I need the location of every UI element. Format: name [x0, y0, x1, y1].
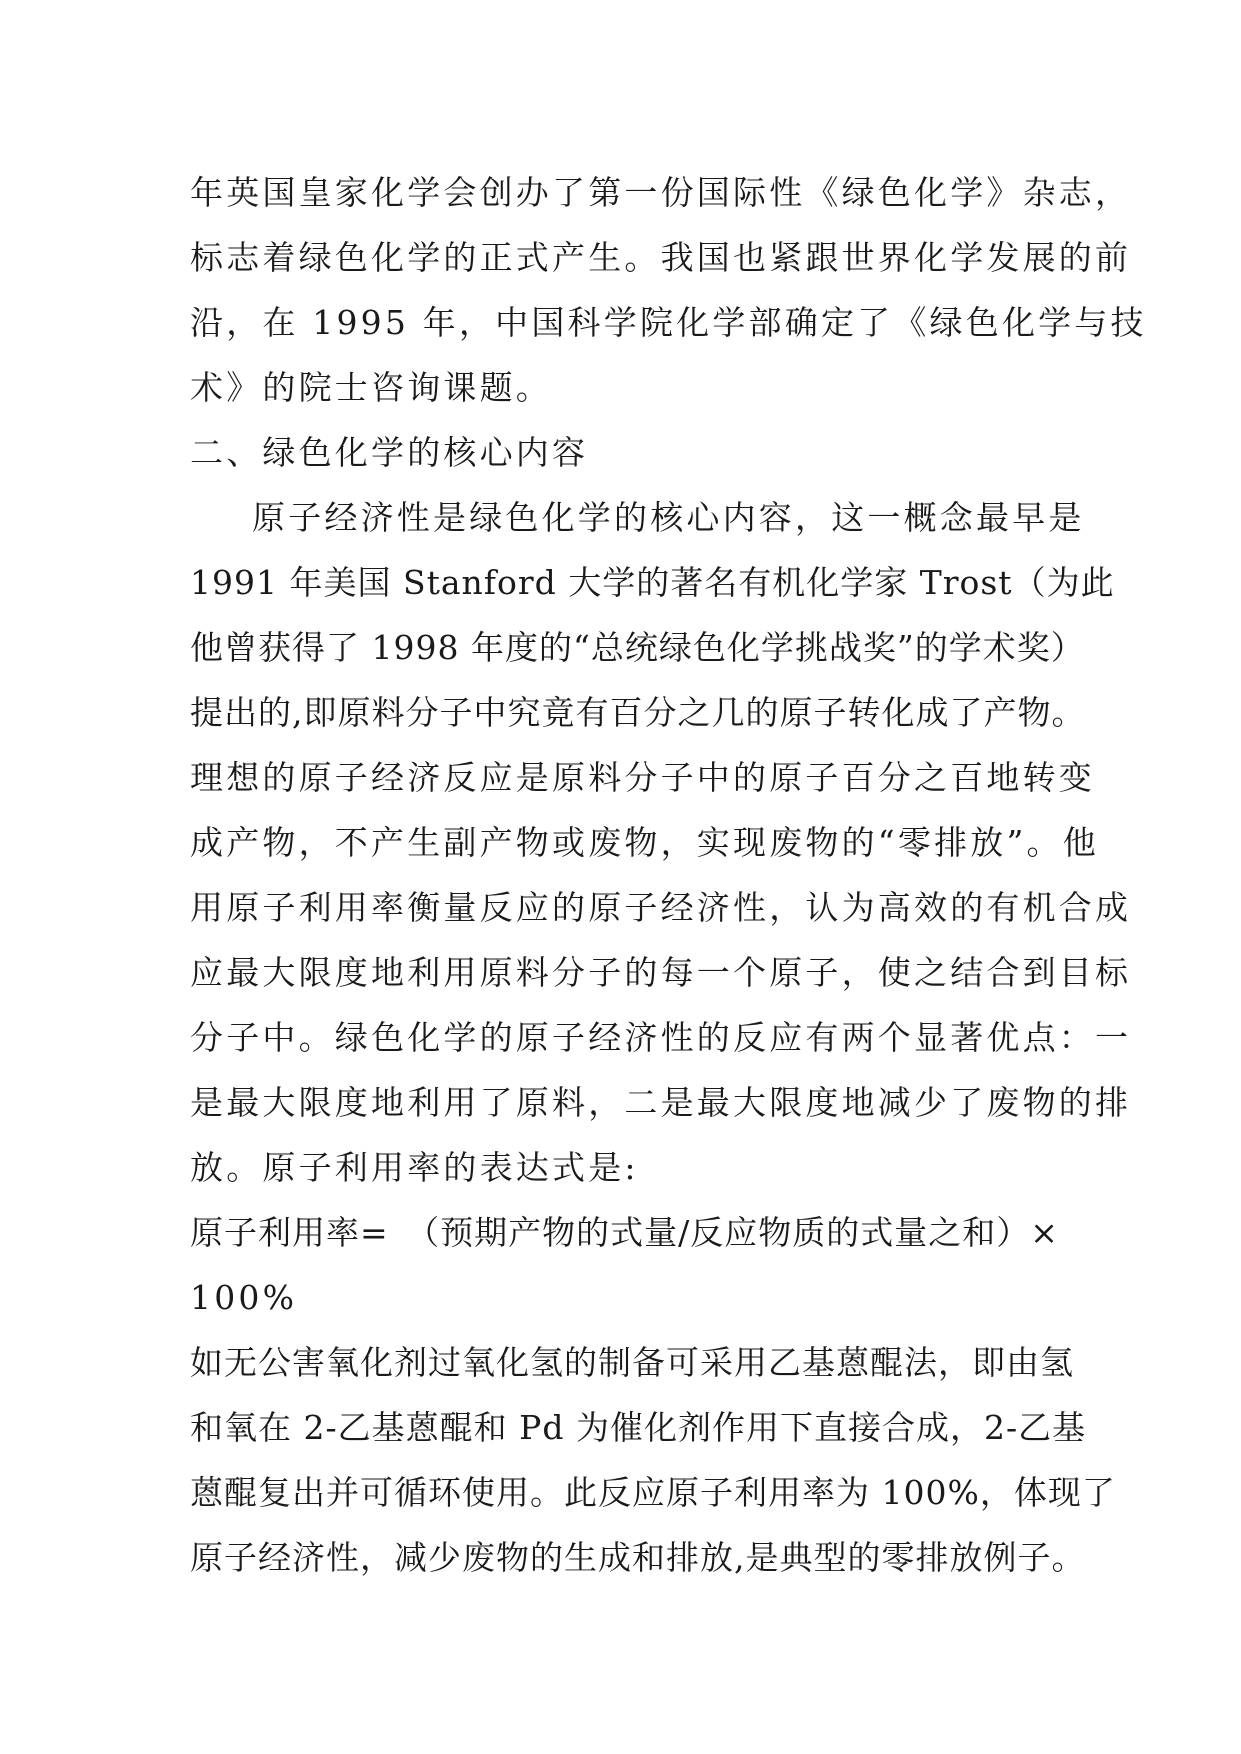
paragraph-line: 沿，在 1995 年，中国科学院化学部确定了《绿色化学与技: [190, 303, 1147, 342]
paragraph-line: 原子经济性是绿色化学的核心内容，这一概念最早是: [252, 498, 1085, 537]
paragraph-line: 分子中。绿色化学的原子经济性的反应有两个显著优点：一: [190, 1018, 1132, 1057]
paragraph-line: 蒽醌复出并可循环使用。此反应原子利用率为 100%，体现了: [190, 1473, 1116, 1512]
paragraph-line: 标志着绿色化学的正式产生。我国也紧跟世界化学发展的前: [190, 238, 1132, 277]
paragraph-line: 如无公害氧化剂过氧化氢的制备可采用乙基蒽醌法，即由氢: [190, 1343, 1074, 1382]
paragraph-line: 提出的,即原料分子中究竟有百分之几的原子转化成了产物。: [190, 693, 1086, 732]
paragraph-line: 是最大限度地利用了原料，二是最大限度地减少了废物的排: [190, 1083, 1132, 1122]
paragraph-line: 成产物，不产生副产物或废物，实现废物的“零排放”。他: [190, 823, 1099, 862]
paragraph-line: 原子经济性，减少废物的生成和排放,是典型的零排放例子。: [190, 1538, 1086, 1577]
section-heading: 二、绿色化学的核心内容: [190, 433, 589, 472]
paragraph-line: 用原子利用率衡量反应的原子经济性，认为高效的有机合成: [190, 888, 1132, 927]
formula-line: 原子利用率= （预期产物的式量/反应物质的式量之和）×: [190, 1213, 1059, 1252]
paragraph-line: 年英国皇家化学会创办了第一份国际性《绿色化学》杂志，: [190, 173, 1132, 212]
formula-line: 100%: [190, 1278, 298, 1317]
paragraph-line: 术》的院士咨询课题。: [190, 368, 552, 407]
paragraph-line: 应最大限度地利用原料分子的每一个原子，使之结合到目标: [190, 953, 1132, 992]
paragraph-line: 放。原子利用率的表达式是:: [190, 1148, 639, 1187]
paragraph-line: 理想的原子经济反应是原料分子中的原子百分之百地转变: [190, 758, 1095, 797]
paragraph-line: 他曾获得了 1998 年度的“总统绿色化学挑战奖”的学术奖）: [190, 628, 1085, 667]
paragraph-line: 1991 年美国 Stanford 大学的著名有机化学家 Trost（为此: [190, 563, 1115, 602]
paragraph-line: 和氧在 2-乙基蒽醌和 Pd 为催化剂作用下直接合成，2-乙基: [190, 1408, 1087, 1447]
body-text: [190, 160, 1147, 1590]
